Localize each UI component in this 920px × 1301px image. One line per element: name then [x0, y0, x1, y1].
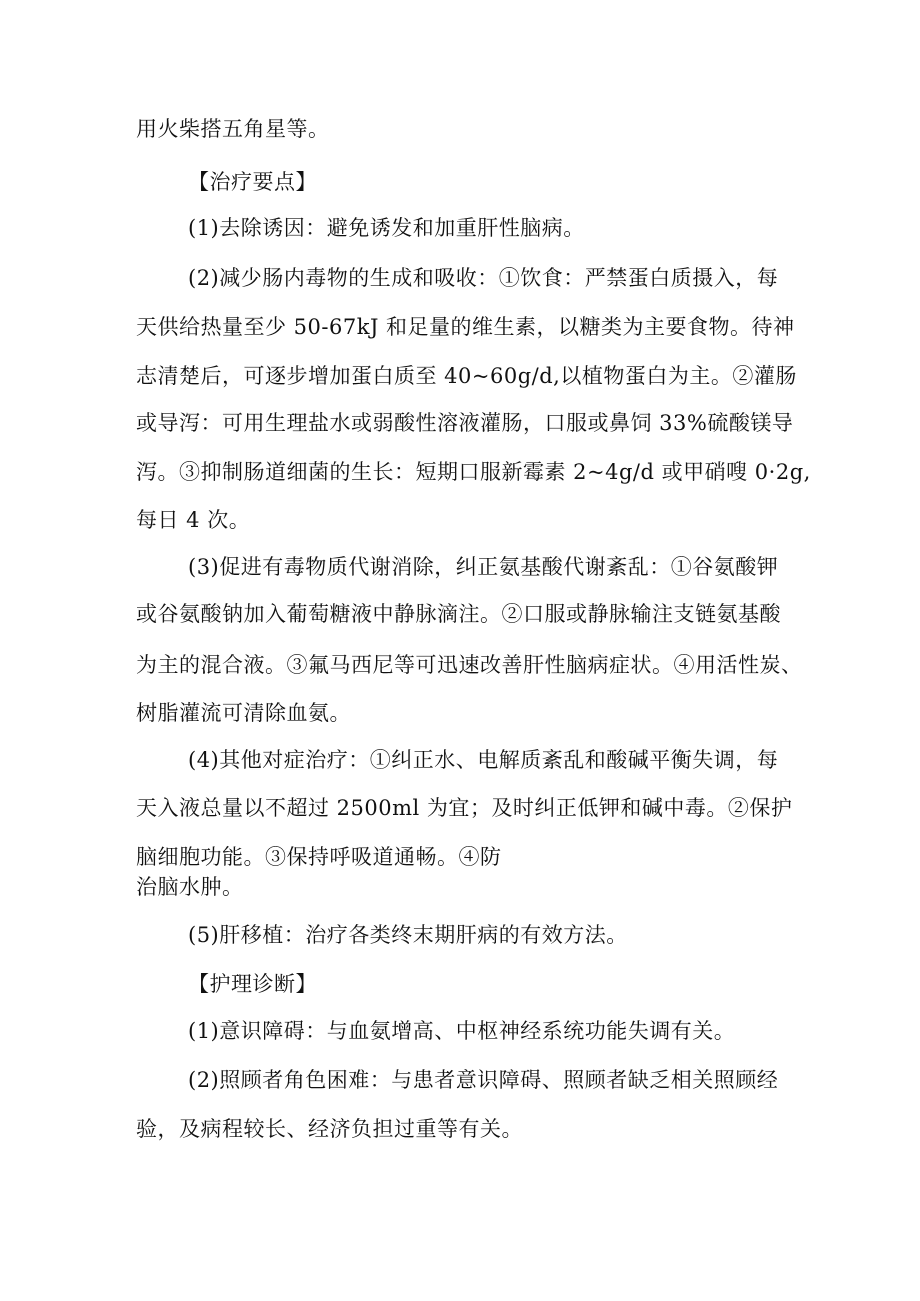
text-line: 或谷氨酸钠加入葡萄糖液中静脉滴注。②口服或静脉输注支链氨基酸 [136, 602, 781, 626]
text-line: (5)肝移植：治疗各类终末期肝病的有效方法。 [188, 923, 628, 947]
text-line: (2)减少肠内毒物的生成和吸收：①饮食：严禁蛋白质摄入，每 [188, 266, 779, 290]
text-line: 泻。③抑制肠道细菌的生长：短期口服新霉素 2~4g/d 或甲硝嗖 0·2g, [136, 460, 811, 484]
text-line: (3)促进有毒物质代谢消除，纠正氨基酸代谢紊乱：①谷氨酸钾 [188, 555, 779, 579]
text-line: 脑细胞功能。③保持呼吸道通畅。④防 [136, 845, 502, 869]
text-line: 治脑水肿。 [136, 875, 244, 899]
text-line: 天供给热量至少 50-67kJ 和足量的维生素，以糖类为主要食物。待神 [136, 315, 795, 339]
text-line: 志清楚后，可逐步增加蛋白质至 40~60g/d,以植物蛋白为主。②灌肠 [136, 364, 797, 388]
text-line: (1)意识障碍：与血氨增高、中枢神经系统功能失调有关。 [188, 1019, 736, 1043]
text-line: 用火柴搭五角星等。 [136, 117, 330, 141]
text-line: 树脂灌流可清除血氨。 [136, 701, 351, 725]
text-line: (2)照顾者角色困难：与患者意识障碍、照顾者缺乏相关照顾经 [188, 1068, 779, 1092]
text-line: 为主的混合液。③氟马西尼等可迅速改善肝性脑病症状。④用活性炭、 [136, 653, 803, 677]
text-line: 天入液总量以不超过 2500ml 为宜；及时纠正低钾和碱中毒。②保护 [136, 796, 793, 820]
text-line: 或导泻：可用生理盐水或弱酸性溶液灌肠，口服或鼻饲 33%硫酸镁导 [136, 411, 794, 435]
text-line: 验，及病程较长、经济负担过重等有关。 [136, 1117, 523, 1141]
section-heading: 【护理诊断】 [188, 972, 317, 996]
text-line: (4)其他对症治疗：①纠正水、电解质紊乱和酸碱平衡失调，每 [188, 748, 779, 772]
text-line: (1)去除诱因：避免诱发和加重肝性脑病。 [188, 216, 585, 240]
section-heading: 【治疗要点】 [188, 170, 317, 194]
text-line: 每日 4 次。 [136, 508, 251, 532]
